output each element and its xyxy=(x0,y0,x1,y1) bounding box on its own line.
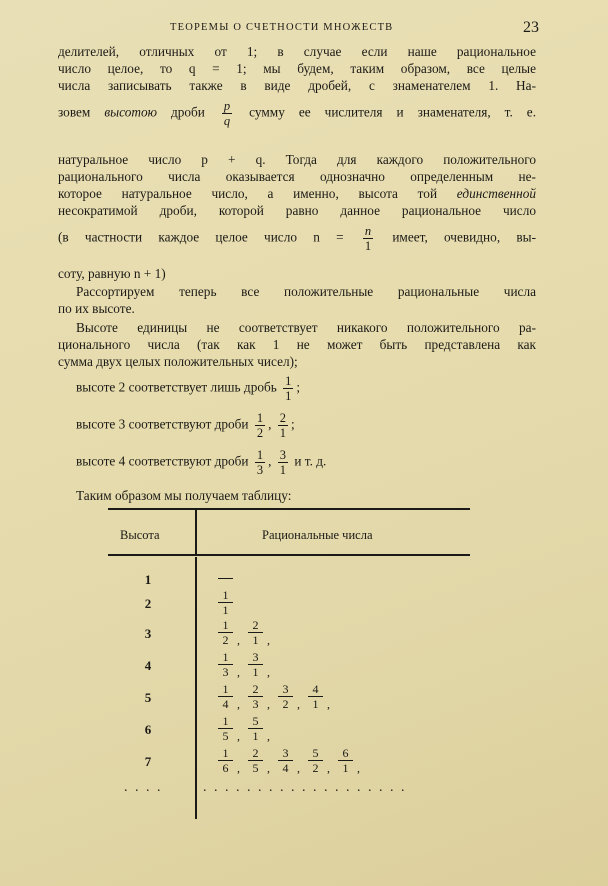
fraction-n-1: $\frac{n}{1}$ xyxy=(364,224,372,253)
row-fractions xyxy=(218,746,368,777)
row-height: 5 xyxy=(144,690,152,705)
text-line: несократимой дроби, которой равно данное рациональное число xyxy=(58,203,536,218)
text-line: число целое, то q = 1; мы будем, таким образом, все целые xyxy=(58,61,536,76)
row-height: 6 xyxy=(144,722,152,737)
fraction: 1 5 , xyxy=(218,714,233,743)
text-line: соту, равную n + 1) xyxy=(58,266,166,281)
table-header-divider xyxy=(195,510,197,554)
text-line: натуральное число p + q. Тогда для каждого положительного xyxy=(58,152,536,167)
row-height: 3 xyxy=(144,626,152,641)
fraction: 6 1 , xyxy=(338,746,353,775)
fraction: 1 2 , xyxy=(218,618,233,647)
chapter-title: ТЕОРЕМЫ О СЧЕТНОСТИ МНОЖЕСТВ xyxy=(170,22,394,33)
term-unique: единственной xyxy=(456,186,536,201)
height-definition: зовем высотою дроби $\frac{p}{q}$ сумму ее числителя и знаменателя, т. е. xyxy=(58,99,537,128)
text-line: Рассортируем теперь все положительные рациональные числа xyxy=(76,284,536,299)
text-line: ционального числа (так как 1 не может быть представлена как xyxy=(58,337,536,352)
text-line: делителей, отличных от 1; в случае если наше рациональное xyxy=(58,44,536,59)
table-row xyxy=(108,714,470,747)
table-header-rule xyxy=(108,554,470,556)
fraction: 3 1 , xyxy=(248,650,263,679)
table-top-rule xyxy=(108,508,470,510)
ellipsis-left: .... xyxy=(124,780,168,795)
row-fractions xyxy=(218,588,248,619)
row-height: 7 xyxy=(144,754,152,769)
fraction: 1 6 , xyxy=(218,746,233,775)
row-fractions xyxy=(218,618,278,649)
text-line: Высоте единицы не соответствует никакого положительного ра- xyxy=(76,320,536,335)
height-2-line: высоте 2 соответствует лишь дробь $\frac{1}{1}$ ; xyxy=(76,374,301,403)
table-intro: Таким образом мы получаем таблицу: xyxy=(76,488,292,503)
ellipsis-right: ................... xyxy=(203,780,412,795)
page-number: 23 xyxy=(523,19,539,36)
fraction: 3 2 , xyxy=(278,682,293,711)
table-row xyxy=(108,588,470,621)
text-line: рационального числа оказывается однозначно определенным не- xyxy=(58,169,536,184)
column-header-rationals: Рациональные числа xyxy=(262,528,373,542)
table-row xyxy=(108,618,470,651)
fraction: 2 1 , xyxy=(248,618,263,647)
fraction: 1 4 , xyxy=(218,682,233,711)
fraction: 5 1 , xyxy=(248,714,263,743)
fraction: 2 5 , xyxy=(248,746,263,775)
integer-note: (в частности каждое целое число n = $\frac{n}{1}$ имеет, очевидно, вы- xyxy=(58,224,537,253)
table-row xyxy=(108,746,470,779)
row-height: 2 xyxy=(144,596,152,611)
table-row xyxy=(108,682,470,715)
row-fractions xyxy=(218,714,278,745)
height-4-line: высоте 4 соответствуют дроби $\frac{1}{3}$ , $\frac{3}{1}$ и т. д. xyxy=(76,448,327,477)
row-fractions xyxy=(218,682,338,713)
fraction: 2 3 , xyxy=(248,682,263,711)
fraction: 5 2 , xyxy=(308,746,323,775)
row-height: 1 xyxy=(144,572,152,587)
text-line: сумма двух целых положительных чисел); xyxy=(58,354,298,369)
fraction-p-q: $\frac{p}{q}$ xyxy=(223,99,231,128)
column-header-height: Высота xyxy=(120,528,160,542)
term-height: высотою xyxy=(104,104,157,120)
text-line: которое натуральное число, а именно, высота той единственной xyxy=(58,186,536,201)
text-line: по их высоте. xyxy=(58,301,135,316)
fraction: $\frac{1}{1}$ xyxy=(218,588,233,617)
fraction: 3 4 , xyxy=(278,746,293,775)
fraction: 1 3 , xyxy=(218,650,233,679)
text-line: числа записывать также в виде дробей, с знаменателем 1. На- xyxy=(58,78,536,93)
row-height: 4 xyxy=(144,658,152,673)
table-row xyxy=(108,650,470,683)
fraction: 4 1 , xyxy=(308,682,323,711)
height-3-line: высоте 3 соответствуют дроби $\frac{1}{2}$ , $\frac{2}{1}$ ; xyxy=(76,411,295,440)
row-fractions xyxy=(218,650,278,681)
